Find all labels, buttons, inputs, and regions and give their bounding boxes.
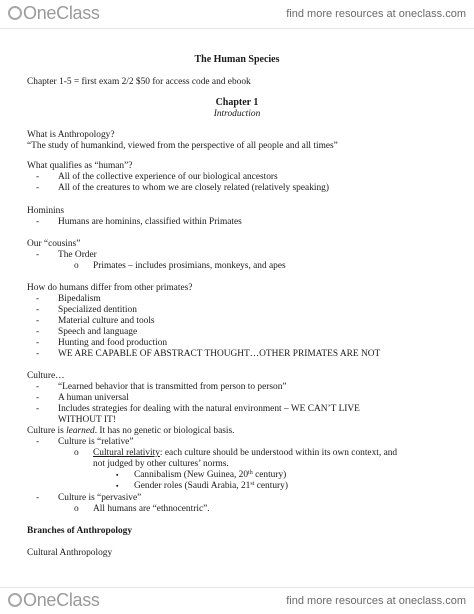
what-is-question: What is Anthropology? xyxy=(27,130,115,140)
list-item: All of the collective experience of our biological ancestors xyxy=(58,172,278,182)
dash-bullet: - xyxy=(36,493,40,503)
chapter-heading: Chapter 1 xyxy=(215,97,259,108)
logo-text: OneClass xyxy=(23,590,100,610)
circle-bullet: o xyxy=(74,504,79,514)
oneclass-logo[interactable] xyxy=(8,590,100,611)
human-question: What qualifies as “human”? xyxy=(27,161,133,171)
cultural-relativity-term: Cultural relativity xyxy=(93,448,160,458)
cultural-anthropology-heading: Cultural Anthropology xyxy=(27,548,113,558)
emphasis-learned: learned xyxy=(66,426,95,436)
list-item: Primates – includes prosimians, monkeys, and apes xyxy=(93,261,286,271)
document-page xyxy=(0,28,474,586)
oneclass-logo[interactable] xyxy=(8,3,100,24)
list-item: Material culture and tools xyxy=(58,316,155,326)
dash-bullet: - xyxy=(36,294,40,304)
oneclass-logo-icon xyxy=(8,6,22,20)
list-item: Culture is “relative” xyxy=(58,437,134,447)
dash-bullet: - xyxy=(36,183,40,193)
list-item: “Learned behavior that is transmitted from person to person” xyxy=(58,382,287,392)
circle-bullet: o xyxy=(74,448,79,458)
list-item: The Order xyxy=(58,250,97,260)
exam-note: Chapter 1-5 = first exam 2/2 $50 for access code and ebook xyxy=(27,77,251,87)
cultural-relativity-continued: not judged by other cultures’ norms. xyxy=(93,459,229,469)
list-item: All humans are “ethnocentric”. xyxy=(93,504,210,514)
list-item-continued: WITHOUT IT! xyxy=(58,415,116,425)
dash-bullet: - xyxy=(36,316,40,326)
logo-text: OneClass xyxy=(23,3,100,23)
dash-bullet: - xyxy=(36,349,40,359)
list-item: Hunting and food production xyxy=(58,338,168,348)
anthropology-definition: “The study of humankind, viewed from the perspective of all people and all times” xyxy=(27,141,338,151)
list-item: WE ARE CAPABLE OF ABSTRACT THOUGHT…OTHER PRIMATES ARE NOT xyxy=(58,349,381,359)
chapter-subtitle: Introduction xyxy=(213,109,261,119)
dash-bullet: - xyxy=(36,305,40,315)
dash-bullet: - xyxy=(36,217,40,227)
gender-roles-item: Gender roles (Saudi Arabia, 21st century) xyxy=(134,481,288,491)
square-bullet: ▪ xyxy=(116,482,119,490)
document-title: The Human Species xyxy=(194,54,280,65)
list-item: Culture is “pervasive” xyxy=(58,493,142,503)
differ-question: How do humans differ from other primates? xyxy=(27,283,193,293)
dash-bullet: - xyxy=(36,404,40,414)
cultural-relativity-line: Cultural relativity: each culture should be understood within its own context, and xyxy=(93,448,398,458)
dash-bullet: - xyxy=(36,250,40,260)
list-item: Speech and language xyxy=(58,327,138,337)
dash-bullet: - xyxy=(36,393,40,403)
dash-bullet: - xyxy=(36,338,40,348)
square-bullet: ▪ xyxy=(116,471,119,479)
branches-heading: Branches of Anthropology xyxy=(27,526,133,536)
dash-bullet: - xyxy=(36,327,40,337)
list-item: Bipedalism xyxy=(58,294,101,304)
hominins-heading: Hominins xyxy=(27,206,64,216)
header-tagline-link[interactable]: find more resources at oneclass.com xyxy=(286,8,466,20)
cousins-heading: Our “cousins” xyxy=(27,239,81,249)
list-item: All of the creatures to whom we are closely related (relatively speaking) xyxy=(58,183,329,193)
list-item: Humans are hominins, classified within Primates xyxy=(58,217,242,227)
footer-tagline-link[interactable]: find more resources at oneclass.com xyxy=(286,595,466,607)
dash-bullet: - xyxy=(36,382,40,392)
cannibalism-item: Cannibalism (New Guinea, 20th century) xyxy=(134,470,287,480)
bottom-banner xyxy=(0,587,474,614)
culture-learned-line: Culture is learned. It has no genetic or biological basis. xyxy=(27,426,235,436)
circle-bullet: o xyxy=(74,261,79,271)
list-item: A human universal xyxy=(58,393,129,403)
list-item: Includes strategies for dealing with the natural environment – WE CAN’T LIVE xyxy=(58,404,360,414)
dash-bullet: - xyxy=(36,172,40,182)
culture-heading: Culture… xyxy=(27,371,65,381)
list-item: Specialized dentition xyxy=(58,305,137,315)
top-banner xyxy=(0,0,474,29)
dash-bullet: - xyxy=(36,437,40,447)
oneclass-logo-icon xyxy=(8,593,22,607)
